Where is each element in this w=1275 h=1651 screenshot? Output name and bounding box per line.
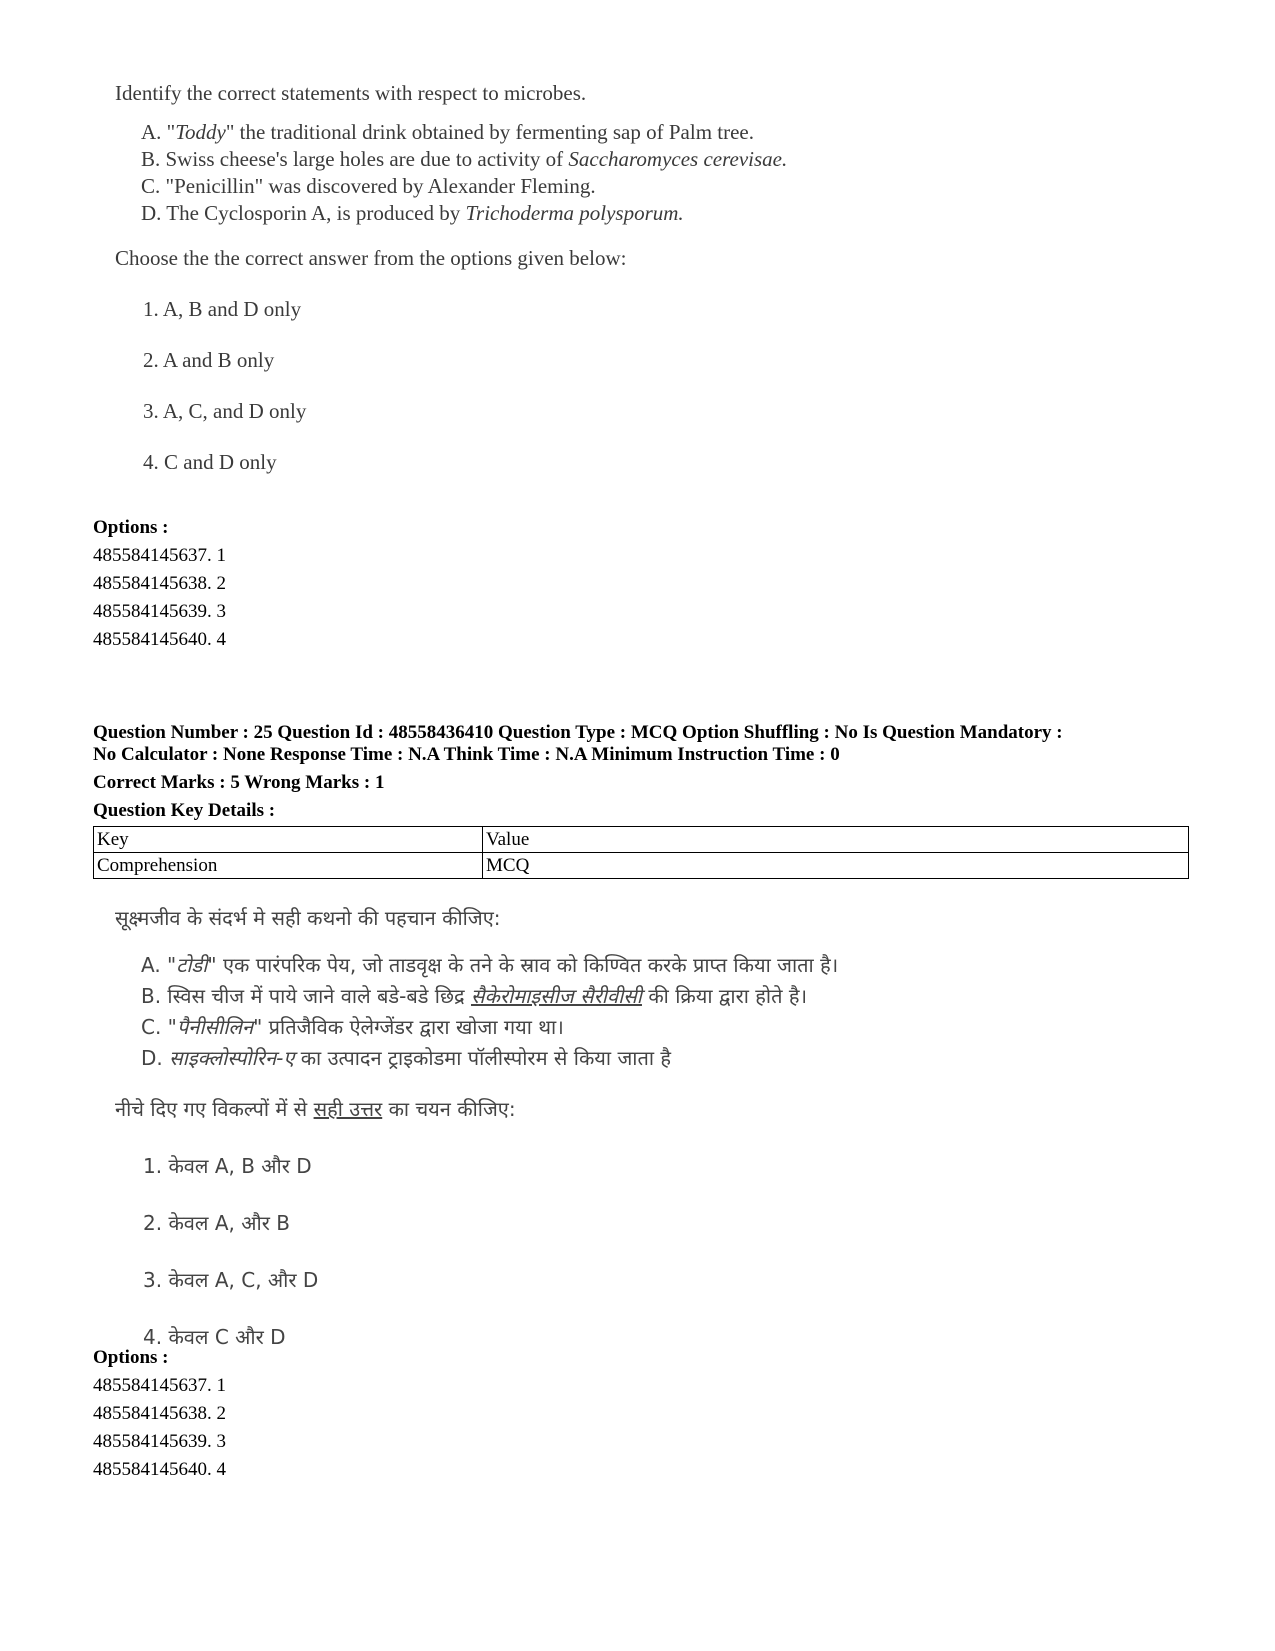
statement-list-hindi <box>141 950 838 1074</box>
option-item: 485584145640. 4 <box>93 629 226 650</box>
value-cell: MCQ <box>483 853 1189 879</box>
table-row <box>94 853 1189 879</box>
statement-d: D. The Cyclosporin A, is produced by Trichoderma polysporum. <box>141 201 684 225</box>
option-item: 485584145638. 2 <box>93 573 226 594</box>
options-section-1 <box>93 514 226 654</box>
choice-4-hindi: 4. केवल C और D <box>143 1325 286 1349</box>
choice-3-hindi: 3. केवल A, C, और D <box>143 1268 319 1292</box>
options-section-2 <box>93 1344 226 1484</box>
question-image-hindi <box>115 905 838 1351</box>
options-heading: Options : <box>93 517 169 538</box>
option-item: 485584145638. 2 <box>93 1403 226 1424</box>
question-image-english <box>115 80 787 476</box>
key-table-header <box>94 827 1189 853</box>
key-details-heading: Question Key Details : <box>93 800 276 821</box>
statement-a-hindi: A. "टोडी" एक पारंपरिक पेय, जो ताडवृक्ष के तने के स्राव को किण्वित करके प्राप्त किया जाता है। <box>141 953 839 977</box>
statement-c: C. "Penicillin" was discovered by Alexander Fleming. <box>141 174 596 198</box>
metadata-line-2: No Calculator : None Response Time : N.A Think Time : N.A Minimum Instruction Time : 0 <box>93 744 840 765</box>
statement-c-hindi: C. "पैनीसीलिन" प्रतिजैविक ऐलेग्जेंडर द्वारा खोजा गया था। <box>141 1015 564 1039</box>
choice-2: 2. A and B only <box>143 348 275 372</box>
metadata-line-1: Question Number : 25 Question Id : 48558436410 Question Type : MCQ Option Shuffling : No Is Question Mandatory : <box>93 722 1063 743</box>
choice-1: 1. A, B and D only <box>143 297 302 321</box>
key-cell: Comprehension <box>94 853 483 879</box>
option-item: 485584145637. 1 <box>93 545 226 566</box>
option-item: 485584145637. 1 <box>93 1375 226 1396</box>
value-header: Value <box>483 827 1189 853</box>
question-text: Identify the correct statements with respect to microbes. <box>115 81 587 105</box>
option-item: 485584145640. 4 <box>93 1459 226 1480</box>
statement-list <box>141 119 787 227</box>
choice-4: 4. C and D only <box>143 450 277 474</box>
statement-b-hindi: B. स्विस चीज में पाये जाने वाले बडे-बडे छिद्र सैकेरोमाइसीज सैरीवीसी की क्रिया द्वारा होते है। <box>141 984 808 1008</box>
choice-3: 3. A, C, and D only <box>143 399 307 423</box>
option-item: 485584145639. 3 <box>93 1431 226 1452</box>
option-item: 485584145639. 3 <box>93 601 226 622</box>
choice-2-hindi: 2. केवल A, और B <box>143 1211 290 1235</box>
statement-a: A. "Toddy" the traditional drink obtained by fermenting sap of Palm tree. <box>141 120 755 144</box>
key-table <box>93 826 1189 879</box>
statement-d-hindi: D. साइक्लोस्पोरिन-ए का उत्पादन ट्राइकोडमा पॉलीस्पोरम से किया जाता है <box>141 1046 672 1070</box>
marks-line: Correct Marks : 5 Wrong Marks : 1 <box>93 772 385 793</box>
choice-1-hindi: 1. केवल A, B और D <box>143 1154 312 1178</box>
choose-instruction-hindi: नीचे दिए गए विकल्पों में से सही उत्तर का चयन कीजिए: <box>115 1097 516 1121</box>
choose-instruction: Choose the the correct answer from the options given below: <box>115 246 627 270</box>
options-heading: Options : <box>93 1347 169 1368</box>
question-metadata <box>93 722 1193 766</box>
question-text-hindi: सूक्ष्मजीव के संदर्भ मे सही कथनो की पहचान कीजिए: <box>115 906 501 930</box>
statement-b: B. Swiss cheese's large holes are due to activity of Saccharomyces cerevisae. <box>141 147 788 171</box>
key-header: Key <box>94 827 483 853</box>
